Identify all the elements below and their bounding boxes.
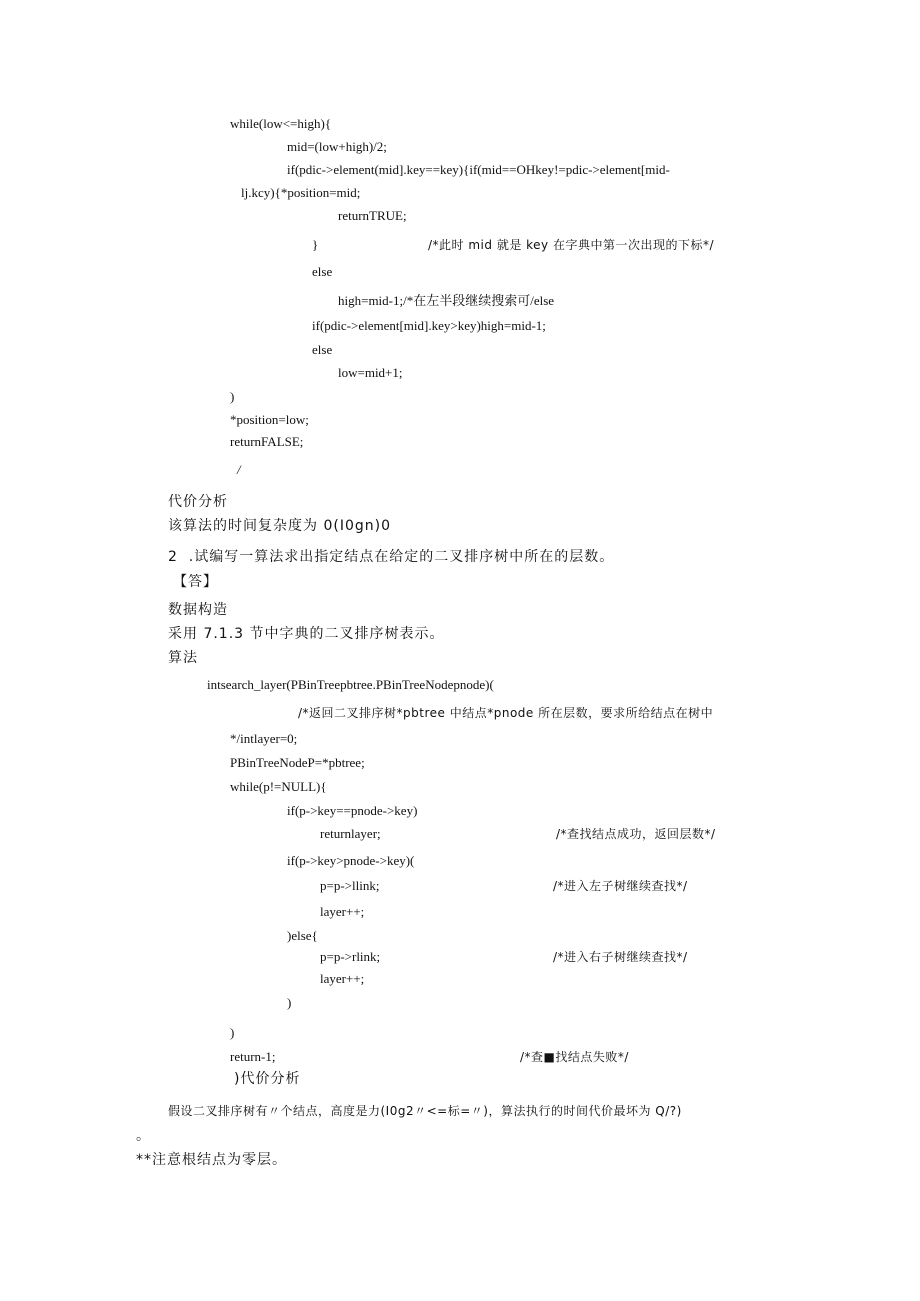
code-line: lj.kcy){*position=mid; (241, 185, 361, 200)
code-line: while(p!=NULL){ (230, 779, 327, 794)
code-line: ) (287, 995, 292, 1010)
code-line: p=p->rlink; (320, 949, 381, 964)
code-line: p=p->llink; (320, 878, 380, 893)
code-line: while(low<=high){ (230, 116, 332, 131)
data-structure-body: 采用 7.1.3 节中字典的二叉排序树表示。 (168, 626, 445, 642)
note: **注意根结点为零层。 (136, 1152, 287, 1168)
code-line: if(pdic->element(mid].key==key){if(mid==OHkey!=pdic->element[mid- (287, 162, 670, 177)
code-comment: /*返回二叉排序树*pbtree 中结点*pnode 所在层数，要求所给结点在树中 (298, 706, 714, 720)
section-title-cost: 代价分析 (168, 494, 228, 510)
code-line: / (237, 462, 241, 477)
code-line: returnlayer; (320, 826, 381, 841)
code-line: if(p->key>pnode->key)( (287, 853, 415, 868)
code-line: return-1; (230, 1049, 276, 1064)
cost-analysis-paragraph: 假设二叉排序树有〃个结点，高度是力(I0g2〃<=标=〃)，算法执行的时间代价最坏为 Q/?) (168, 1104, 682, 1118)
code-line: layer++; (320, 904, 365, 919)
cost-analysis-paragraph-end: 。 (136, 1128, 151, 1144)
code-line: high=mid-1;/*在左半段继续搜索可/else (338, 293, 555, 308)
code-line: if(p->key==pnode->key) (287, 803, 418, 818)
code-line: intsearch_layer(PBinTreepbtree.PBinTreeNodepnode)( (207, 677, 494, 692)
code-line: mid=(low+high)/2; (287, 139, 387, 154)
code-line: *position=low; (230, 412, 309, 427)
code-comment: /*此时 mid 就是 key 在字典中第一次出现的下标*/ (428, 238, 714, 252)
code-comment: /*查■找结点失败*/ (520, 1050, 629, 1064)
code-line: returnTRUE; (338, 208, 407, 223)
code-line: layer++; (320, 971, 365, 986)
code-line: else (312, 342, 333, 357)
code-line: else (312, 264, 333, 279)
code-comment: /*进入左子树继续查找*/ (553, 879, 688, 893)
code-line: PBinTreeNodeP=*pbtree; (230, 755, 365, 770)
code-line: )else{ (287, 928, 318, 943)
cost-body: 该算法的时间复杂度为 0(I0gn)0 (168, 518, 391, 534)
code-comment: /*查找结点成功，返回层数*/ (556, 827, 716, 841)
code-line: ) (230, 389, 235, 404)
question-2: 2 .试编写一算法求出指定结点在给定的二叉排序树中所在的层数。 (168, 549, 615, 565)
code-line: if(pdic->element[mid].key>key)high=mid-1; (312, 318, 546, 333)
section-title-data-structure: 数据构造 (168, 602, 228, 618)
code-comment: /*进入右子树继续查找*/ (553, 950, 688, 964)
answer-label: 【答】 (173, 574, 218, 590)
code-line: ) (230, 1025, 235, 1040)
section-title-cost: )代价分析 (234, 1071, 301, 1087)
section-title-algorithm: 算法 (168, 650, 198, 666)
code-line: */intlayer=0; (230, 731, 298, 746)
code-line: } (312, 237, 319, 252)
code-line: returnFALSE; (230, 434, 304, 449)
code-line: low=mid+1; (338, 365, 403, 380)
